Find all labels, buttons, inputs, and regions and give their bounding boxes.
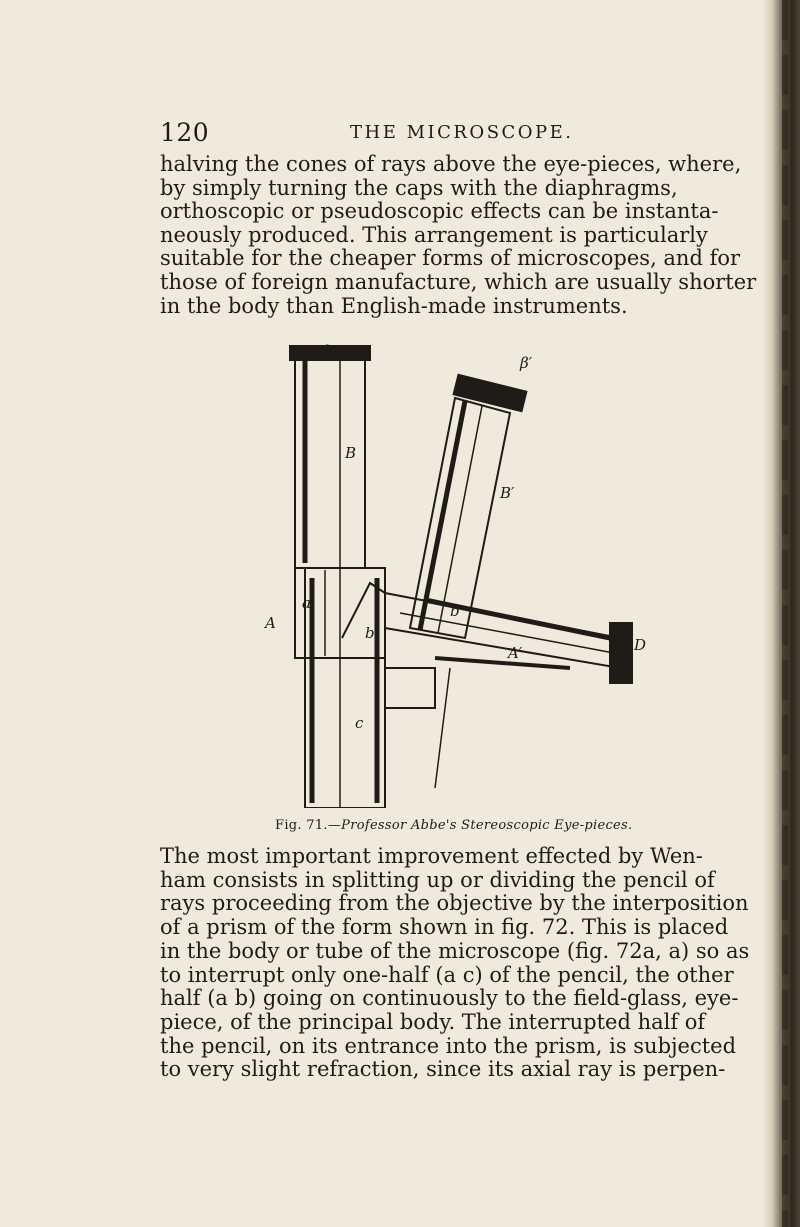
figure-title: —Professor Abbe's Stereoscopic Eye-pieces. bbox=[327, 818, 633, 833]
text-line: The most important improvement effected by Wen- bbox=[160, 844, 703, 868]
svg-text:β: β bbox=[322, 342, 331, 360]
page-number: 120 bbox=[160, 118, 210, 147]
svg-text:D: D bbox=[634, 636, 647, 654]
running-head: THE MICROSCOPE. bbox=[350, 122, 574, 143]
text-line: piece, of the principal body. The interrupted half of bbox=[160, 1009, 706, 1034]
figure-caption bbox=[250, 818, 650, 833]
svg-text:c: c bbox=[355, 714, 364, 732]
text-line: rays proceeding from the objective by the interposition bbox=[160, 891, 749, 916]
svg-text:b: b bbox=[365, 624, 375, 642]
figure-stereoscopic-eyepieces bbox=[250, 338, 650, 833]
svg-text:b′: b′ bbox=[450, 602, 464, 620]
text-line: those of foreign manufacture, which are usually shorter bbox=[160, 269, 757, 294]
eyepiece-diagram bbox=[250, 338, 650, 808]
side-cap-d bbox=[610, 623, 632, 683]
svg-text:a: a bbox=[302, 594, 311, 612]
text-line: to very slight refraction, since its axial ray is perpen- bbox=[160, 1057, 726, 1082]
svg-text:B: B bbox=[345, 444, 357, 462]
paragraph-top bbox=[160, 152, 757, 318]
svg-text:β′: β′ bbox=[520, 354, 533, 372]
svg-text:A′: A′ bbox=[508, 644, 523, 662]
text-line: ham consists in splitting up or dividing the pencil of bbox=[160, 867, 715, 892]
text-line: in the body or tube of the microscope (fig. 72a, a) so as bbox=[160, 938, 750, 963]
text-line: halving the cones of rays above the eye-pieces, where, bbox=[160, 152, 742, 176]
lower-support bbox=[385, 668, 435, 708]
book-binding-edge bbox=[762, 0, 800, 1227]
text-line: suitable for the cheaper forms of microscopes, and for bbox=[160, 246, 741, 271]
page-header bbox=[160, 118, 720, 148]
text-line: the pencil, on its entrance into the prism, is subjected bbox=[160, 1033, 737, 1058]
paragraph-bottom bbox=[160, 844, 750, 1082]
text-line: neously produced. This arrangement is particularly bbox=[160, 222, 708, 247]
text-line: in the body than English-made instruments. bbox=[160, 293, 628, 318]
text-line: of a prism of the form shown in fig. 72. This is placed bbox=[160, 915, 729, 940]
text-line: by simply turning the caps with the diaphragms, bbox=[160, 175, 678, 200]
svg-text:B′: B′ bbox=[500, 484, 515, 502]
main-body-tube bbox=[305, 568, 385, 808]
binding-strip bbox=[782, 0, 788, 1227]
text-line: half (a b) going on continuously to the field-glass, eye- bbox=[160, 986, 739, 1011]
text-line: orthoscopic or pseudoscopic effects can be instanta- bbox=[160, 199, 719, 224]
figure-number: Fig. 71. bbox=[275, 818, 328, 833]
svg-text:A: A bbox=[265, 614, 276, 632]
text-line: to interrupt only one-half (a c) of the pencil, the other bbox=[160, 962, 734, 987]
